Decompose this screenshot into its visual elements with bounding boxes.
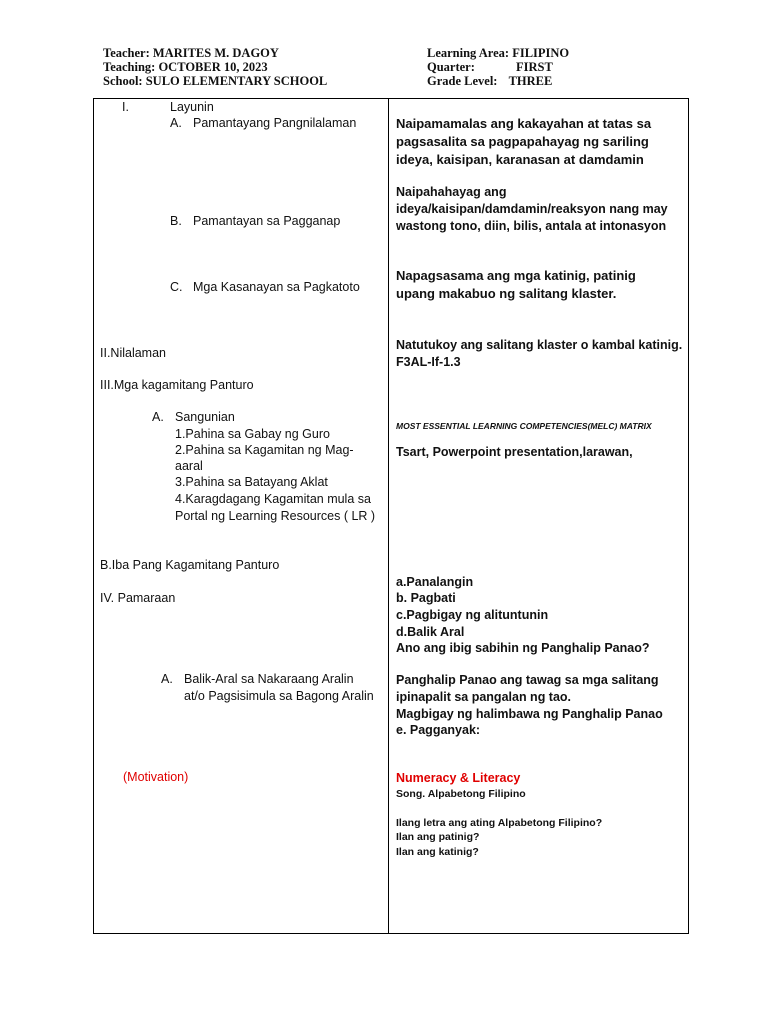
section-iba-pang-kagamitan: B.Iba Pang Kagamitang Panturo: [100, 558, 280, 572]
teaching-row: Teaching: OCTOBER 10, 2023: [103, 60, 268, 74]
procedure-b: b. Pagbati: [396, 591, 456, 605]
numeracy-literacy-label: Numeracy & Literacy: [396, 771, 521, 785]
ref-kagamitan: 2.Pahina sa Kagamitan ng Mag-: [175, 443, 354, 457]
school-name: SULO ELEMENTARY SCHOOL: [145, 74, 328, 88]
question-letters: Ilang letra ang ating Alpabetong Filipino?: [396, 817, 603, 829]
motivation-label: (Motivation): [123, 770, 189, 784]
performance-standard-line1: Naipahahayag ang: [396, 185, 507, 199]
procedure-d: d.Balik Aral: [396, 625, 465, 639]
ref-portal: Portal ng Learning Resources ( LR ): [175, 509, 376, 523]
grade-row: Grade Level: THREE: [427, 74, 553, 88]
school-row: School: SULO ELEMENTARY SCHOOL: [103, 74, 328, 88]
procedure-c: c.Pagbigay ng alituntunin: [396, 608, 549, 622]
item-pamantayang-pangnilalaman: A. Pamantayang Pangnilalaman: [170, 116, 357, 130]
header-left: [103, 46, 327, 88]
review-question: Ano ang ibig sabihin ng Panghalip Panao?: [396, 641, 650, 655]
section-pamaraan: IV. Pamaraan: [100, 591, 176, 605]
teaching-date: OCTOBER 10, 2023: [158, 60, 268, 74]
section-layunin: I. Layunin: [122, 100, 214, 114]
learning-area: FILIPINO: [512, 46, 570, 60]
teacher-row: Teacher: MARITES M. DAGOY: [103, 46, 279, 60]
ref-karagdagang: 4.Karagdagang Kagamitan mula sa: [175, 492, 371, 506]
header-right: [427, 46, 569, 88]
materials: Tsart, Powerpoint presentation,larawan,: [396, 445, 633, 459]
ref-batayang-aklat: 3.Pahina sa Batayang Aklat: [175, 475, 328, 489]
item-kasanayan: C. Mga Kasanayan sa Pagkatoto: [170, 280, 360, 294]
topic-code: F3AL-If-1.3: [396, 355, 461, 369]
melc-label: MOST ESSENTIAL LEARNING COMPETENCIES(MELC) MATRIX: [396, 421, 652, 431]
topic-line1: Natutukoy ang salitang klaster o kambal katinig.: [396, 338, 683, 352]
competency-line2: upang makabuo ng salitang klaster.: [396, 286, 617, 301]
answer-line3: Magbigay ng halimbawa ng Panghalip Panao: [396, 707, 663, 721]
competency-line1: Napagsasama ang mga katinig, patinig: [396, 268, 636, 283]
section-kagamitan: III.Mga kagamitang Panturo: [100, 378, 254, 392]
item-sangunian: A. Sangunian: [152, 410, 235, 424]
answer-line1: Panghalip Panao ang tawag sa mga salitang: [396, 673, 659, 687]
teacher-name: MARITES M. DAGOY: [152, 46, 279, 60]
content-standard-line1: Naipamamalas ang kakayahan at tatas sa: [396, 116, 652, 131]
content-standard-line2: pagsasalita sa pagpapahayag ng sariling: [396, 134, 649, 149]
performance-standard-line3: wastong tono, diin, bilis, antala at intonasyon: [396, 219, 667, 233]
song-title: Song. Alpabetong Filipino: [396, 788, 526, 800]
content-standard-line3: ideya, kaisipan, karanasan at damdamin: [396, 152, 644, 167]
section-nilalaman: II.Nilalaman: [100, 346, 166, 360]
column-divider: [388, 98, 389, 934]
area-row: Learning Area: FILIPINO: [427, 46, 570, 60]
procedure-a: a.Panalangin: [396, 575, 474, 589]
question-vowels: Ilan ang patinig?: [396, 831, 480, 843]
answer-line2: ipinapalit sa pangalan ng tao.: [396, 690, 572, 704]
quarter: FIRST: [516, 60, 553, 74]
item-pamantayan-pagganap: B. Pamantayan sa Pagganap: [170, 214, 341, 228]
item-balik-aral: A. Balik-Aral sa Nakaraang Aralin: [161, 672, 354, 686]
question-consonants: Ilan ang katinig?: [396, 846, 479, 858]
performance-standard-line2: ideya/kaisipan/damdamin/reaksyon nang may: [396, 202, 668, 216]
quarter-row: Quarter: FIRST: [427, 60, 553, 74]
grade-level: THREE: [508, 74, 553, 88]
item-balik-aral-cont: at/o Pagsisimula sa Bagong Aralin: [184, 689, 374, 703]
ref-kagamitan-cont: aaral: [175, 459, 203, 473]
procedure-e: e. Pagganyak:: [396, 723, 481, 737]
ref-gabay: 1.Pahina sa Gabay ng Guro: [175, 427, 330, 441]
